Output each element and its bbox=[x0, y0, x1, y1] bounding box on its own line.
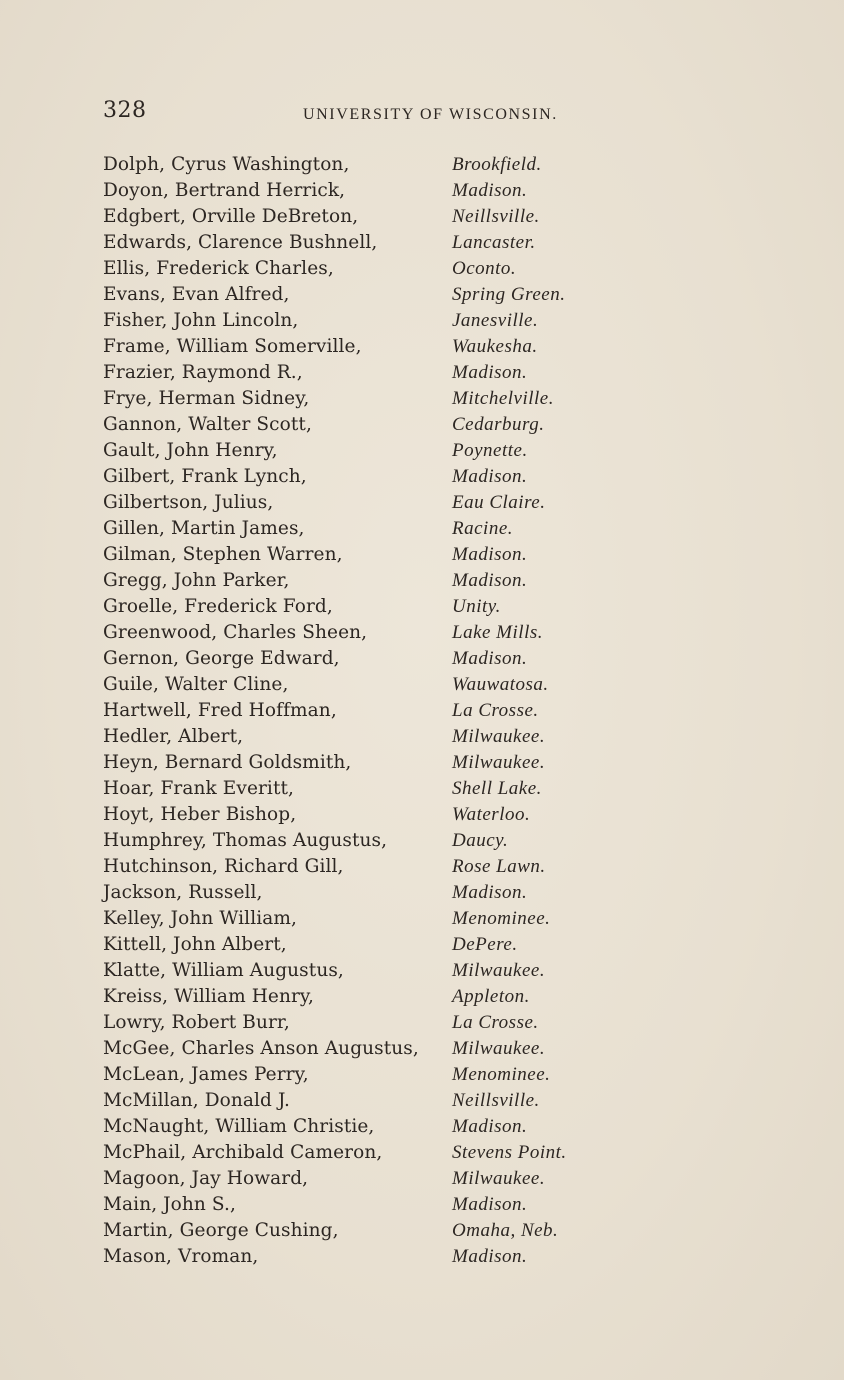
hometown: Milwaukee. bbox=[452, 1168, 546, 1189]
hometown: Waterloo. bbox=[452, 804, 531, 825]
roster-entry bbox=[103, 906, 603, 932]
student-name: Main, John S., bbox=[103, 1194, 237, 1215]
hometown: Menominee. bbox=[452, 1064, 551, 1085]
roster-entry bbox=[103, 802, 603, 828]
roster-entry bbox=[103, 932, 603, 958]
hometown: Cedarburg. bbox=[452, 414, 545, 435]
student-name: Gillen, Martin James, bbox=[103, 518, 305, 539]
hometown: Madison. bbox=[452, 648, 528, 669]
student-name: Hedler, Albert, bbox=[103, 726, 244, 747]
roster-entry bbox=[103, 438, 603, 464]
student-name: Gannon, Walter Scott, bbox=[103, 414, 312, 435]
roster-entry bbox=[103, 256, 603, 282]
roster-entry bbox=[103, 204, 603, 230]
hometown: Madison. bbox=[452, 882, 528, 903]
hometown: Wauwatosa. bbox=[452, 674, 549, 695]
hometown: Madison. bbox=[452, 570, 528, 591]
student-name: McLean, James Perry, bbox=[103, 1064, 309, 1085]
roster-entry bbox=[103, 854, 603, 880]
student-name: McPhail, Archibald Cameron, bbox=[103, 1142, 383, 1163]
roster-entry bbox=[103, 984, 603, 1010]
roster-entry bbox=[103, 1140, 603, 1166]
student-roster bbox=[103, 152, 603, 1270]
hometown: Brookfield. bbox=[452, 154, 542, 175]
hometown: Daucy. bbox=[452, 830, 509, 851]
running-head: UNIVERSITY OF WISCONSIN. bbox=[303, 106, 558, 123]
roster-entry bbox=[103, 360, 603, 386]
student-name: Heyn, Bernard Goldsmith, bbox=[103, 752, 352, 773]
hometown: Milwaukee. bbox=[452, 960, 546, 981]
roster-entry bbox=[103, 1114, 603, 1140]
student-name: Gault, John Henry, bbox=[103, 440, 278, 461]
roster-entry bbox=[103, 178, 603, 204]
roster-entry bbox=[103, 152, 603, 178]
hometown: Madison. bbox=[452, 1246, 528, 1267]
hometown: Shell Lake. bbox=[452, 778, 542, 799]
hometown: Neillsville. bbox=[452, 206, 540, 227]
hometown: Milwaukee. bbox=[452, 1038, 546, 1059]
hometown: Madison. bbox=[452, 362, 528, 383]
student-name: Guile, Walter Cline, bbox=[103, 674, 289, 695]
student-name: Klatte, William Augustus, bbox=[103, 960, 344, 981]
student-name: Kittell, John Albert, bbox=[103, 934, 287, 955]
hometown: Omaha, Neb. bbox=[452, 1220, 559, 1241]
roster-entry bbox=[103, 334, 603, 360]
hometown: Appleton. bbox=[452, 986, 530, 1007]
student-name: Frazier, Raymond R., bbox=[103, 362, 303, 383]
roster-entry bbox=[103, 672, 603, 698]
hometown: Milwaukee. bbox=[452, 752, 546, 773]
student-name: Fisher, John Lincoln, bbox=[103, 310, 299, 331]
hometown: Milwaukee. bbox=[452, 726, 546, 747]
hometown: Janesville. bbox=[452, 310, 539, 331]
hometown: Lancaster. bbox=[452, 232, 536, 253]
hometown: Madison. bbox=[452, 1116, 528, 1137]
hometown: Menominee. bbox=[452, 908, 551, 929]
hometown: Unity. bbox=[452, 596, 501, 617]
roster-entry bbox=[103, 490, 603, 516]
roster-entry bbox=[103, 412, 603, 438]
roster-entry bbox=[103, 308, 603, 334]
hometown: Oconto. bbox=[452, 258, 517, 279]
student-name: Lowry, Robert Burr, bbox=[103, 1012, 290, 1033]
roster-entry bbox=[103, 620, 603, 646]
hometown: Lake Mills. bbox=[452, 622, 543, 643]
student-name: Mason, Vroman, bbox=[103, 1246, 259, 1267]
student-name: Gilbert, Frank Lynch, bbox=[103, 466, 307, 487]
student-name: Edwards, Clarence Bushnell, bbox=[103, 232, 378, 253]
roster-entry bbox=[103, 750, 603, 776]
roster-entry bbox=[103, 1244, 603, 1270]
roster-entry bbox=[103, 1010, 603, 1036]
student-name: Evans, Evan Alfred, bbox=[103, 284, 290, 305]
hometown: Rose Lawn. bbox=[452, 856, 546, 877]
hometown: DePere. bbox=[452, 934, 518, 955]
hometown: Neillsville. bbox=[452, 1090, 540, 1111]
roster-entry bbox=[103, 828, 603, 854]
student-name: Greenwood, Charles Sheen, bbox=[103, 622, 368, 643]
roster-entry bbox=[103, 776, 603, 802]
student-name: Ellis, Frederick Charles, bbox=[103, 258, 334, 279]
student-name: McNaught, William Christie, bbox=[103, 1116, 375, 1137]
student-name: Frame, William Somerville, bbox=[103, 336, 362, 357]
hometown: Madison. bbox=[452, 1194, 528, 1215]
hometown: La Crosse. bbox=[452, 1012, 539, 1033]
student-name: Hartwell, Fred Hoffman, bbox=[103, 700, 337, 721]
page-header bbox=[103, 98, 593, 128]
hometown: Madison. bbox=[452, 544, 528, 565]
roster-entry bbox=[103, 724, 603, 750]
hometown: Waukesha. bbox=[452, 336, 538, 357]
hometown: Stevens Point. bbox=[452, 1142, 567, 1163]
student-name: Gilman, Stephen Warren, bbox=[103, 544, 343, 565]
student-name: Doyon, Bertrand Herrick, bbox=[103, 180, 346, 201]
roster-entry bbox=[103, 880, 603, 906]
student-name: Hoyt, Heber Bishop, bbox=[103, 804, 297, 825]
hometown: Madison. bbox=[452, 466, 528, 487]
student-name: Kreiss, William Henry, bbox=[103, 986, 315, 1007]
page-number: 328 bbox=[103, 98, 147, 123]
hometown: Eau Claire. bbox=[452, 492, 546, 513]
student-name: Jackson, Russell, bbox=[103, 882, 263, 903]
student-name: Hoar, Frank Everitt, bbox=[103, 778, 295, 799]
student-name: Gernon, George Edward, bbox=[103, 648, 340, 669]
student-name: Humphrey, Thomas Augustus, bbox=[103, 830, 388, 851]
roster-entry bbox=[103, 568, 603, 594]
hometown: Spring Green. bbox=[452, 284, 566, 305]
student-name: Magoon, Jay Howard, bbox=[103, 1168, 309, 1189]
roster-entry bbox=[103, 1062, 603, 1088]
student-name: McGee, Charles Anson Augustus, bbox=[103, 1038, 419, 1059]
roster-entry bbox=[103, 230, 603, 256]
roster-entry bbox=[103, 542, 603, 568]
roster-entry bbox=[103, 516, 603, 542]
student-name: Dolph, Cyrus Washington, bbox=[103, 154, 350, 175]
hometown: Mitchelville. bbox=[452, 388, 554, 409]
hometown: Racine. bbox=[452, 518, 514, 539]
roster-entry bbox=[103, 1088, 603, 1114]
hometown: La Crosse. bbox=[452, 700, 539, 721]
student-name: Kelley, John William, bbox=[103, 908, 297, 929]
roster-entry bbox=[103, 1166, 603, 1192]
student-name: Frye, Herman Sidney, bbox=[103, 388, 310, 409]
hometown: Poynette. bbox=[452, 440, 528, 461]
student-name: Gilbertson, Julius, bbox=[103, 492, 274, 513]
student-name: Martin, George Cushing, bbox=[103, 1220, 339, 1241]
roster-entry bbox=[103, 1036, 603, 1062]
student-name: Groelle, Frederick Ford, bbox=[103, 596, 333, 617]
roster-entry bbox=[103, 464, 603, 490]
student-name: Hutchinson, Richard Gill, bbox=[103, 856, 344, 877]
roster-entry bbox=[103, 1192, 603, 1218]
student-name: Edgbert, Orville DeBreton, bbox=[103, 206, 359, 227]
roster-entry bbox=[103, 1218, 603, 1244]
hometown: Madison. bbox=[452, 180, 528, 201]
roster-entry bbox=[103, 958, 603, 984]
roster-entry bbox=[103, 594, 603, 620]
roster-entry bbox=[103, 698, 603, 724]
student-name: Gregg, John Parker, bbox=[103, 570, 290, 591]
roster-entry bbox=[103, 386, 603, 412]
roster-entry bbox=[103, 282, 603, 308]
roster-entry bbox=[103, 646, 603, 672]
student-name: McMillan, Donald J. bbox=[103, 1090, 291, 1111]
